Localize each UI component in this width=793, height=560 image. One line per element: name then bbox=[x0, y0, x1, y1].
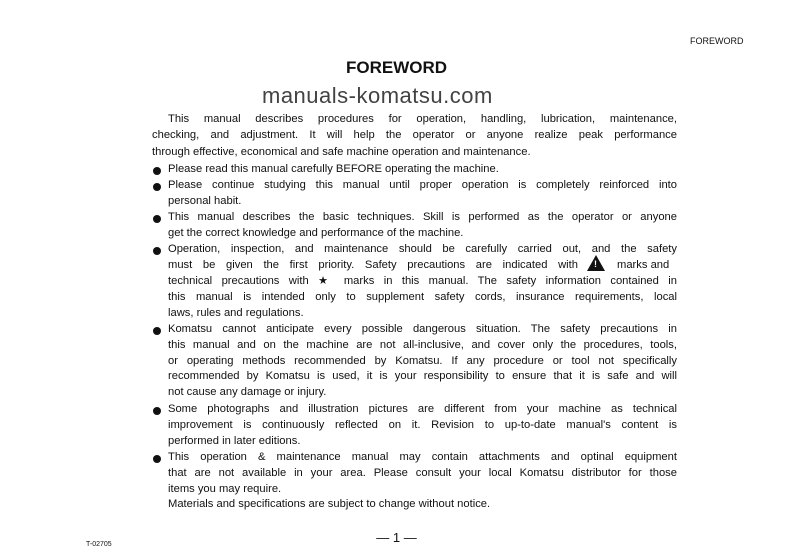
bullet-icon bbox=[153, 455, 161, 463]
bullet-line: or operating methods recommended by Komatsu. If any procedure or tool not specifically bbox=[168, 355, 677, 367]
bullet-line: marks and bbox=[617, 259, 670, 271]
bullet-line: technical precautions with ★ marks in this manual. The safety information contained in bbox=[168, 275, 677, 287]
warning-triangle-icon: ! bbox=[587, 255, 605, 271]
running-header: FOREWORD bbox=[690, 36, 744, 46]
bullet-line: Some photographs and illustration pictures are different from your machine as technical bbox=[168, 403, 677, 415]
bullet-icon bbox=[153, 215, 161, 223]
bullet-line: This operation & maintenance manual may contain attachments and optinal equipment bbox=[168, 451, 677, 463]
bullet-line: this manual and on the machine are not all-inclusive, and cover only the procedures, tools, bbox=[168, 339, 677, 351]
bullet-line: must be given the first priority. Safety precautions are indicated with bbox=[168, 259, 578, 271]
bullet-line: items you may require. bbox=[168, 483, 282, 495]
bullet-line: performed in later editions. bbox=[168, 435, 301, 447]
bullet-line: recommended by Komatsu is used, it is your responsibility to ensure that it is safe and will bbox=[168, 370, 677, 382]
bullet-icon bbox=[153, 327, 161, 335]
closing-note: Materials and specifications are subject to change without notice. bbox=[168, 498, 491, 510]
intro-line: This manual describes procedures for operation, handling, lubrication, maintenance, bbox=[168, 113, 677, 125]
bullet-icon bbox=[153, 247, 161, 255]
bullet-line: personal habit. bbox=[168, 195, 242, 207]
bullet-icon bbox=[153, 167, 161, 175]
bullet-line: Please read this manual carefully BEFORE operating the machine. bbox=[168, 163, 499, 175]
intro-line: through effective, economical and safe machine operation and maintenance. bbox=[152, 146, 531, 158]
watermark: manuals-komatsu.com bbox=[262, 83, 493, 108]
bullet-line: Please continue studying this manual until proper operation is completely reinforced into bbox=[168, 179, 677, 191]
intro-line: checking, and adjustment. It will help the operator or anyone realize peak performance bbox=[152, 129, 677, 141]
bullet-icon bbox=[153, 183, 161, 191]
document-code: T-02705 bbox=[86, 541, 112, 548]
bullet-line: get the correct knowledge and performance of the machine. bbox=[168, 227, 464, 239]
bullet-line: This manual describes the basic techniques. Skill is performed as the operator or anyone bbox=[168, 211, 677, 223]
page-title: FOREWORD bbox=[345, 58, 448, 77]
bullet-line: not cause any damage or injury. bbox=[168, 386, 327, 398]
bullet-line: Komatsu cannot anticipate every possible dangerous situation. The safety precautions in bbox=[168, 323, 677, 335]
bullet-line: laws, rules and regulations. bbox=[168, 307, 304, 319]
bullet-icon bbox=[153, 407, 161, 415]
page-number: — 1 — bbox=[376, 530, 417, 545]
bullet-line: that are not available in your area. Please consult your local Komatsu distributor for those bbox=[168, 467, 677, 479]
bullet-line: Operation, inspection, and maintenance should be carefully carried out, and the safety bbox=[168, 243, 677, 255]
bullet-line: this manual is intended only to supplement safety cords, insurance requirements, local bbox=[168, 291, 677, 303]
bullet-line: improvement is continuously reflected on it. Revision to up-to-date manual's content is bbox=[168, 419, 677, 431]
